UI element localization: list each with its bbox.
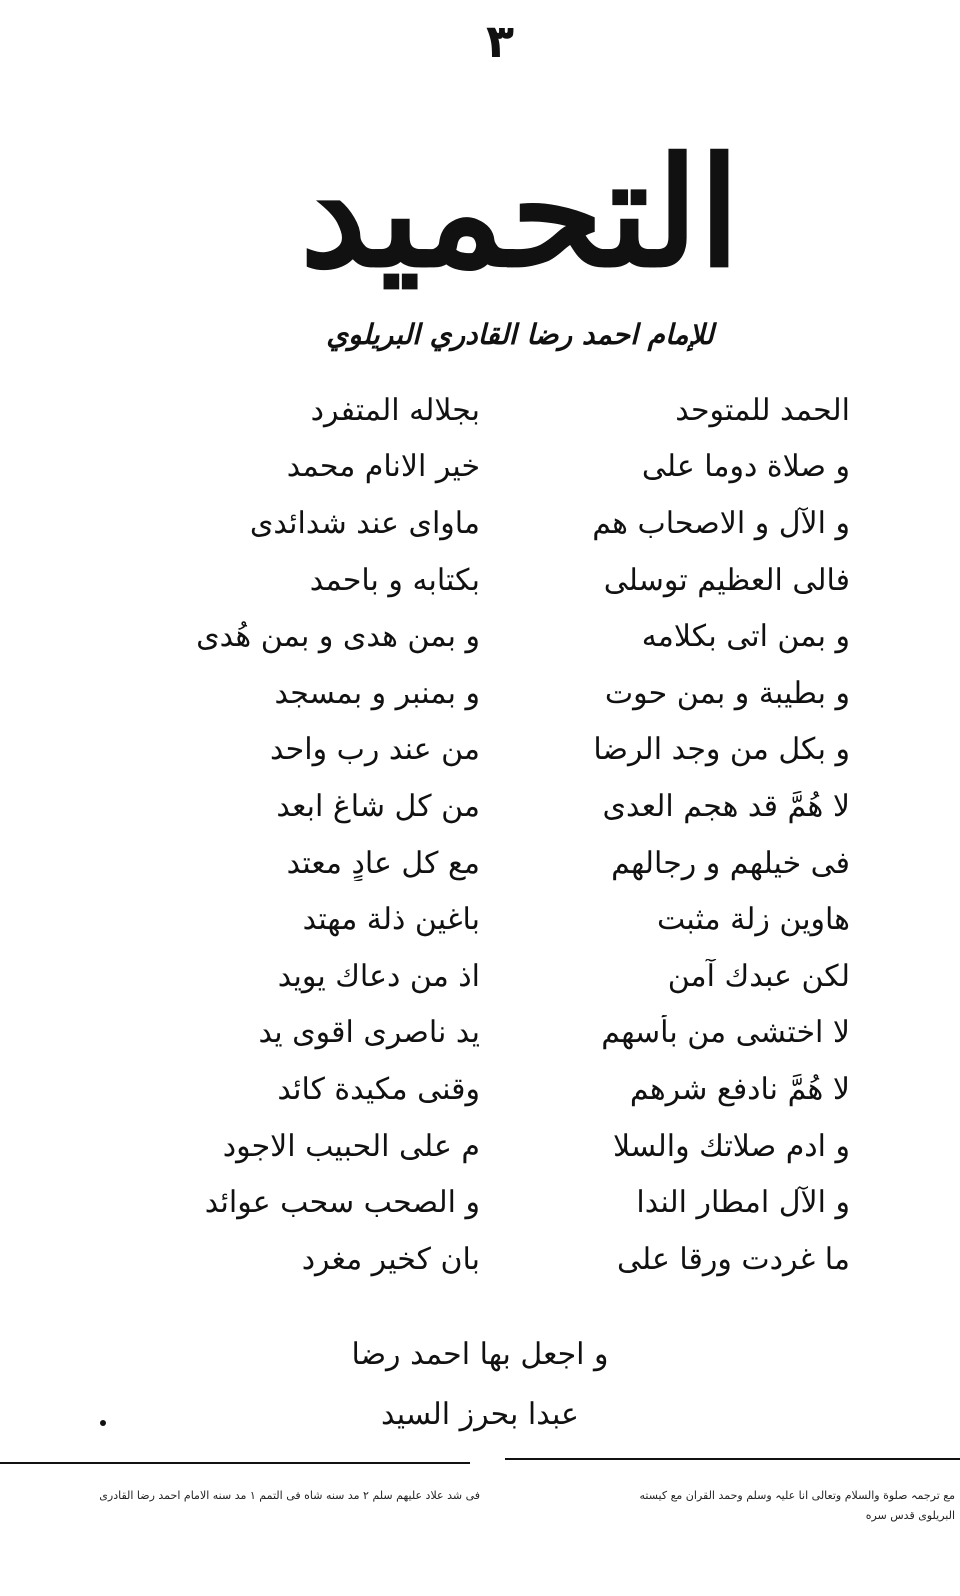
ink-dot bbox=[100, 1420, 106, 1426]
closing-line: و اجعل بها احمد رضا bbox=[351, 1337, 609, 1372]
verse-second-hemistich: و بمنبر و بمسجد bbox=[274, 675, 480, 711]
verse-second-hemistich: من عند رب واحد bbox=[269, 732, 480, 768]
verse-second-hemistich: خير الانام محمد bbox=[286, 449, 480, 485]
footnote-right bbox=[515, 1486, 955, 1526]
verse-first-hemistich: لا هُمَّ نادفع شرهم bbox=[629, 1071, 850, 1107]
verse-second-hemistich: يد ناصری اقوی يد bbox=[258, 1015, 480, 1051]
poem-verses bbox=[150, 382, 850, 1288]
verse-row bbox=[150, 439, 850, 496]
verse-row bbox=[150, 1174, 850, 1231]
verse-first-hemistich: فالى العظيم توسلی bbox=[603, 562, 850, 598]
verse-second-hemistich: ماوای عند شدائدی bbox=[249, 505, 480, 541]
verse-first-hemistich: لكن عبدك آمن bbox=[667, 958, 850, 994]
verse-row bbox=[150, 891, 850, 948]
verse-row bbox=[150, 1231, 850, 1288]
verse-row bbox=[150, 665, 850, 722]
verse-second-hemistich: مع كل عادٍ معتد bbox=[286, 845, 480, 881]
verse-second-hemistich: م على الحبيب الاجود bbox=[222, 1128, 480, 1164]
verse-second-hemistich: و بمن هدى و بمن هُدى bbox=[196, 619, 480, 655]
verse-first-hemistich: ما غردت ورقا على bbox=[617, 1241, 850, 1277]
verse-second-hemistich: بكتابه و باحمد bbox=[309, 562, 480, 598]
verse-row bbox=[150, 778, 850, 835]
verse-second-hemistich: اذ من دعاك يويد bbox=[277, 958, 480, 994]
verse-first-hemistich: و ادم صلاتك والسلا bbox=[613, 1128, 850, 1164]
verse-first-hemistich: و الآل و الاصحاب هم bbox=[592, 505, 850, 541]
verse-first-hemistich: و بطيبة و بمن حوت bbox=[604, 675, 850, 711]
verse-row bbox=[150, 495, 850, 552]
verse-first-hemistich: و صلاة دوما على bbox=[641, 449, 850, 485]
verse-row bbox=[150, 835, 850, 892]
footnote-left: فی شد علاد عليهم سلم ۲ مد سنه شاه فى التمم ۱ مد سنه الامام احمد رضا القادری bbox=[99, 1489, 480, 1502]
verse-first-hemistich: و بكل من وجد الرضا bbox=[593, 732, 850, 768]
verse-second-hemistich: بان كخير مغرد bbox=[301, 1241, 480, 1277]
verse-first-hemistich: الحمد للمتوحد bbox=[675, 392, 850, 428]
verse-second-hemistich: باغين ذلة مهتد bbox=[302, 902, 480, 938]
verse-first-hemistich: هاوين زلة مثبت bbox=[656, 902, 850, 938]
verse-second-hemistich: و الصحب سحب عوائد bbox=[204, 1185, 480, 1221]
footnote-right-line: مع ترجمہ صلوة والسلام وتعالى انا علیہ وسلم وحمد القران مع كيسته bbox=[639, 1489, 955, 1502]
footnote-right-line: البريلوی قدس سره bbox=[865, 1509, 955, 1522]
verse-row bbox=[150, 948, 850, 1005]
footnote-divider-right bbox=[505, 1458, 960, 1460]
verse-first-hemistich: فی خيلهم و رجالهم bbox=[611, 845, 850, 881]
page-number: ٣ bbox=[485, 14, 515, 68]
verse-row bbox=[150, 608, 850, 665]
verse-row bbox=[150, 552, 850, 609]
verse-second-hemistich: من كل شاغٍ ابعد bbox=[276, 788, 480, 824]
verse-first-hemistich: لا هُمَّ قد هجم العدى bbox=[602, 788, 850, 824]
verse-row bbox=[150, 1061, 850, 1118]
page-title: التحميد bbox=[299, 125, 741, 301]
footnote-divider-left bbox=[0, 1462, 470, 1464]
closing-line: عبدا بحرز السيد bbox=[381, 1397, 579, 1432]
verse-first-hemistich: لا اختشى من بأسهم bbox=[601, 1015, 850, 1051]
author-byline: للإمام احمد رضا القادري البريلوي bbox=[326, 318, 714, 351]
verse-second-hemistich: وقنی مكيدة كائد bbox=[277, 1071, 480, 1107]
verse-row bbox=[150, 722, 850, 779]
verse-row bbox=[150, 382, 850, 439]
verse-row bbox=[150, 1005, 850, 1062]
verse-first-hemistich: و الآل امطار الندا bbox=[636, 1185, 850, 1221]
verse-row bbox=[150, 1118, 850, 1175]
verse-second-hemistich: بجلاله المتفرد bbox=[310, 392, 480, 428]
closing-couplet bbox=[300, 1325, 660, 1445]
verse-first-hemistich: و بمن اتى بكلامه bbox=[641, 619, 850, 655]
